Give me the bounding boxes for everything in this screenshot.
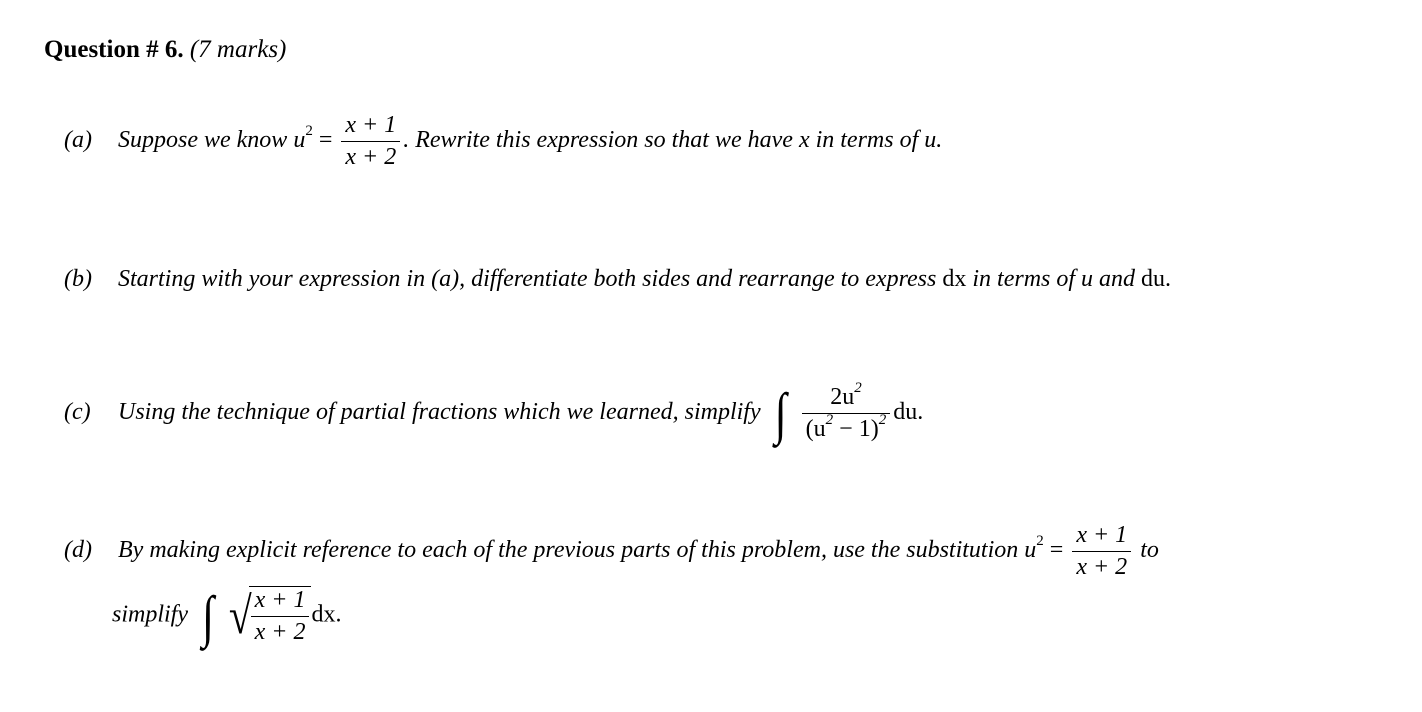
part-c-text: Using the technique of partial fractions which we learned, simplify xyxy=(118,399,761,426)
part-d-dx: dx. xyxy=(311,601,342,628)
part-a: (a) Suppose we know $u^2$ = $\frac{x + 1}{x + 2}$ . Rewrite this expression so that we have x in terms of u. xyxy=(64,112,943,170)
part-d-frac-den: x + 2 xyxy=(1076,554,1128,580)
part-d-to: to xyxy=(1140,537,1159,564)
part-d-line2 xyxy=(112,586,341,646)
question-heading xyxy=(44,36,286,64)
integral-sign-icon: ∫ xyxy=(202,584,215,648)
question-number: Question # 6. xyxy=(44,36,184,63)
part-d-text: By making explicit reference to each of the previous parts of this problem, use the substitution u xyxy=(118,537,1037,564)
part-b-du: du. xyxy=(1141,266,1172,292)
part-d-simplify: simplify xyxy=(112,601,188,628)
part-d-fraction xyxy=(1072,522,1131,581)
part-a-frac-num: x + 1 xyxy=(341,112,400,142)
part-a-label: (a) xyxy=(64,127,92,154)
part-b-label: (b) xyxy=(64,266,92,292)
square-root xyxy=(226,586,311,646)
part-d-sqrt-fraction xyxy=(251,587,310,646)
part-b xyxy=(64,266,1171,293)
part-c-label: (c) xyxy=(64,399,91,426)
part-a-fraction xyxy=(341,112,400,171)
part-d-frac-num: x + 1 xyxy=(1072,522,1131,552)
part-c xyxy=(64,380,924,446)
part-c-frac-den-tail: − 1) xyxy=(833,416,879,442)
part-a-frac-den: x + 2 xyxy=(345,144,397,170)
part-a-text-before: Suppose we know u xyxy=(118,127,306,154)
part-a-text-after: . Rewrite this expression so that we have x in terms of u. xyxy=(403,127,943,154)
integral-sign-icon: ∫ xyxy=(774,381,787,446)
part-c-frac-num: 2u xyxy=(830,384,855,410)
part-c-fraction: $\frac{2u^2}{(u^2 - 1)^2}$ xyxy=(802,384,891,443)
part-b-in-terms: in terms of u and xyxy=(972,266,1136,292)
part-d-sqrt-den: x + 2 xyxy=(254,619,306,645)
part-d: (d) By making explicit reference to each of the previous parts of this problem, use the substitution $u^2$ = $\frac{x + 1}{x + 2}$ to xyxy=(64,522,1159,580)
part-d-sqrt-num: x + 1 xyxy=(251,587,310,617)
part-d-label: (d) xyxy=(64,537,92,564)
part-c-frac-den: (u xyxy=(805,416,826,442)
question-marks: (7 marks) xyxy=(189,36,287,63)
part-c-du: du. xyxy=(893,399,924,426)
radical-icon: √ xyxy=(228,587,252,645)
part-b-text: Starting with your expression in (a), differentiate both sides and rearrange to express xyxy=(118,266,937,292)
part-b-dx: dx xyxy=(942,266,967,292)
